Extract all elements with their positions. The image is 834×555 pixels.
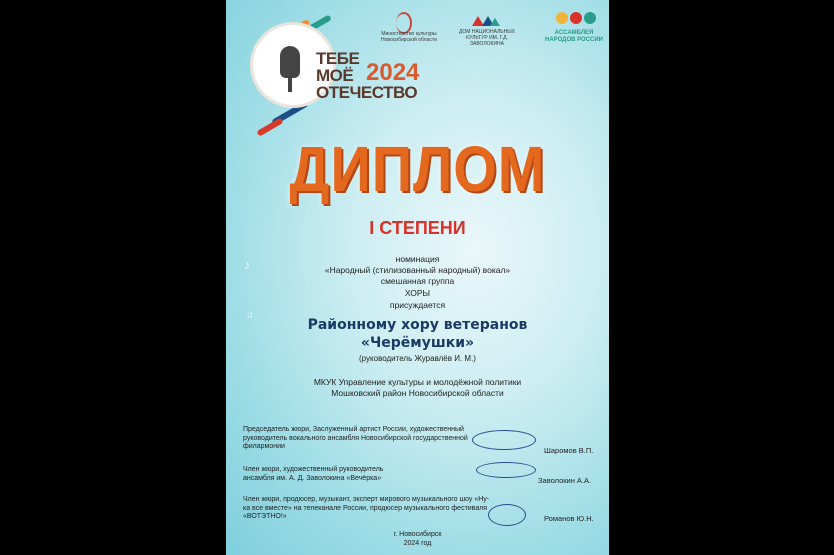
recipient-line2: «Черёмушки» (360, 335, 475, 351)
nomination-label: номинация (395, 254, 440, 264)
microphone-stand-icon (288, 78, 292, 92)
awarded-label: присуждается (389, 300, 446, 310)
recipient-line1: Районному хору ветеранов (307, 317, 528, 333)
signature-name-member1: Заволокин А.А. (538, 476, 592, 485)
signature-title-chair: Председатель жюри, Заслуженный артист России, художественный руководитель вокального ансамбля Новосибирской государственной филармонии (243, 426, 468, 450)
music-note-icon: ♫ (246, 310, 254, 321)
festival-title-line1: ТЕБЕ (316, 49, 360, 68)
signature-name-member2: Романов Ю.Н. (544, 514, 594, 523)
dk-logo-icon (472, 14, 500, 26)
nomination-value: «Народный (стилизованный народный) вокал» (324, 265, 511, 275)
dk-text: ДОМ НАЦИОНАЛЬНЫХ КУЛЬТУР ИМ. Г.Д. ЗАВОЛОКИНА (459, 29, 515, 47)
organization-line1: МКУК Управление культуры и молодёжной политики (313, 377, 522, 387)
degree-label: I СТЕПЕНИ (369, 218, 466, 238)
diploma-title: ДИПЛОМ (289, 132, 546, 205)
signature-title-member1: Член жюри, художественный руководитель ансамбля им. А. Д. Заволокина «Вечёрка» (243, 466, 384, 482)
footer-year: 2024 год (403, 540, 432, 547)
assembly-logo-icon (556, 10, 596, 26)
leader-label: (руководитель Журавлёв И. М.) (359, 354, 476, 363)
diploma-document (226, 0, 609, 555)
organization-line2: Мошковский район Новосибирской области (331, 388, 504, 398)
festival-year: 2024 (366, 59, 420, 86)
signature-member2 (488, 504, 526, 526)
signature-name-chair: Шаромов В.П. (544, 446, 594, 455)
microphone-icon (280, 46, 300, 78)
footer (226, 530, 609, 548)
footer-city: г. Новосибирск (393, 531, 442, 538)
category-label: ХОРЫ (404, 288, 431, 298)
music-note-icon: ♪ (244, 258, 250, 272)
signature-title-member2: Член жюри, продюсер, музыкант, эксперт мирового музыкального шоу «Ну-ка все вместе» на телеканале России, продюсер музыкального фестиваля «ВОТЭТНО!» (243, 496, 490, 520)
assembly-text: АССАМБЛЕЯ НАРОДОВ РОССИИ (545, 30, 603, 43)
ministry-text: Министерство культуры Новосибирской области (381, 31, 437, 43)
festival-title-line2: МОЁ (316, 66, 354, 85)
festival-title-line3: ОТЕЧЕСТВО (316, 83, 418, 102)
signature-member1 (476, 462, 536, 478)
signature-chair (472, 430, 536, 450)
group-label: смешанная группа (380, 276, 455, 286)
